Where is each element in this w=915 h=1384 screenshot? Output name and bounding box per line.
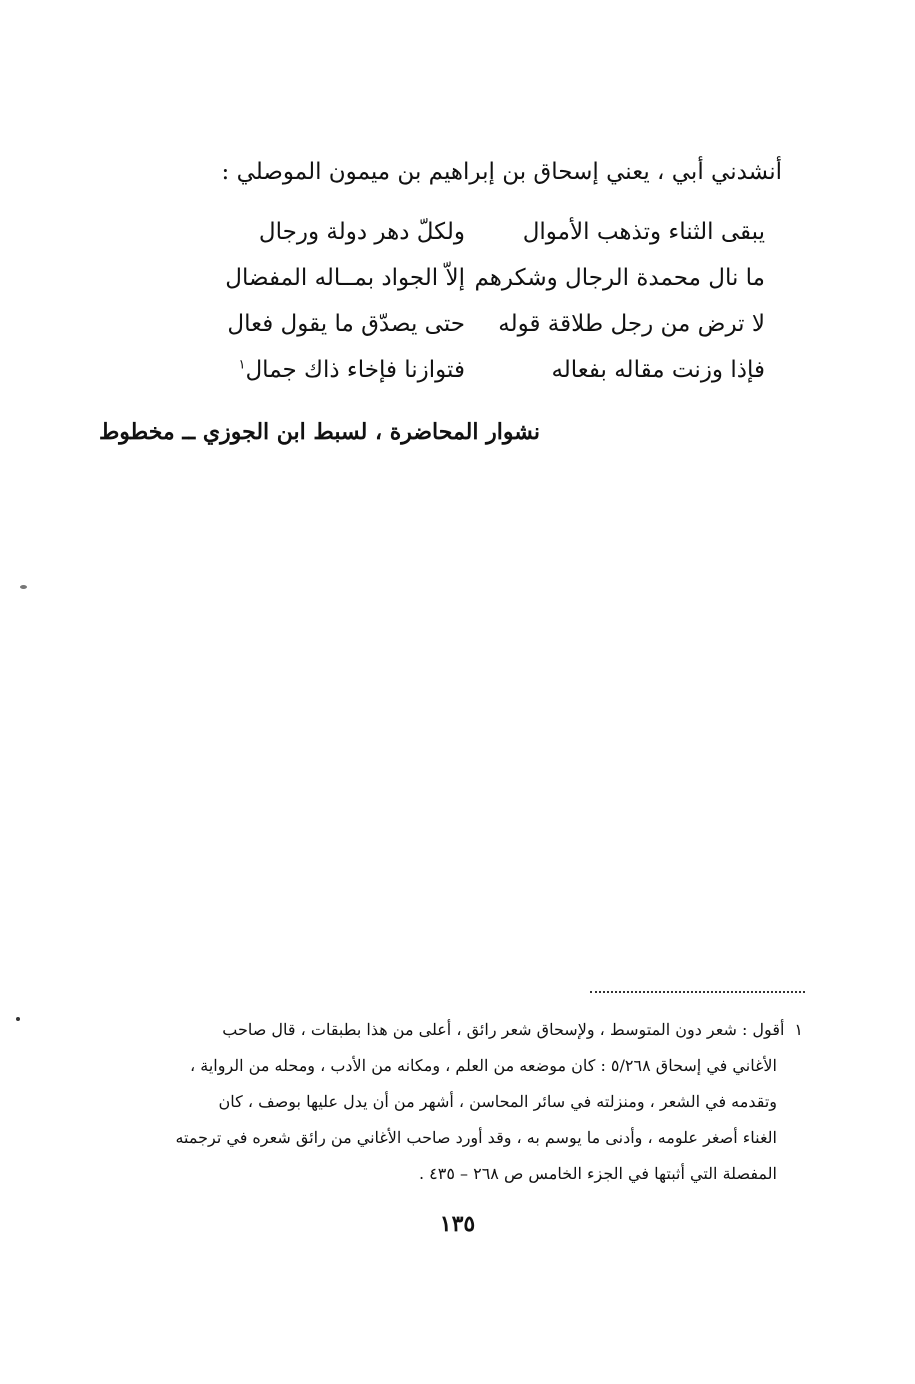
footnote-line-1 [133, 1012, 803, 1048]
footnote-line-3: وتقدمه في الشعر ، ومنزلته في سائر المحاسن ، أشهر من أن يدل عليها بوصف ، كان [218, 1092, 777, 1111]
footnote [133, 1012, 803, 1192]
verse-4-second-hemistich [238, 350, 465, 390]
footnote-line-4: الغناء أصغر علومه ، وأدنى ما يوسم به ، وقد أورد صاحب الأغاني من رائق شعره في ترجمته [175, 1128, 777, 1147]
verse-1 [185, 212, 765, 258]
footnote-number: ١ [794, 1020, 803, 1039]
scan-speck [20, 585, 27, 589]
page-number: ١٣٥ [439, 1211, 476, 1237]
poem [185, 212, 765, 396]
footnote-marker: ١ [238, 357, 246, 373]
footnote-separator [590, 991, 805, 993]
verse-2 [185, 258, 765, 304]
verse-3-second-hemistich: حتى يصدّق ما يقول فعال [227, 311, 465, 337]
verse-2-second-hemistich: إلاّ الجواد بمــاله المفضال [225, 265, 465, 291]
source-citation: نشوار المحاضرة ، لسبط ابن الجوزي ــ مخطوط [98, 419, 540, 445]
footnote-line-1-text: أقول : شعر دون المتوسط ، ولإسحاق شعر رائق ، أعلى من هذا بطبقات ، قال صاحب [222, 1020, 785, 1039]
verse-3 [185, 304, 765, 350]
verse-1-first-hemistich: يبقى الثناء وتذهب الأموال [522, 219, 765, 245]
intro-line: أنشدني أبي ، يعني إسحاق بن إبراهيم بن ميمون الموصلي : [221, 159, 782, 185]
footnote-line-5: المفصلة التي أثبتها في الجزء الخامس ص ٢٦٨ – ٤٣٥ . [418, 1164, 777, 1183]
scan-speck [16, 1017, 20, 1021]
footnote-line-2: الأغاني في إسحاق ٥/٢٦٨ : كان موضعه من العلم ، ومكانه من الأدب ، ومحله من الرواية ، [189, 1056, 777, 1075]
verse-4-first-hemistich: فإذا وزنت مقاله بفعاله [551, 357, 765, 383]
verse-2-first-hemistich: ما نال محمدة الرجال وشكرهم [474, 265, 765, 291]
verse-1-second-hemistich: ولكلّ دهر دولة ورجال [258, 219, 465, 245]
verse-4 [185, 350, 765, 396]
verse-3-first-hemistich: لا ترض من رجل طلاقة قوله [498, 311, 765, 337]
verse-4-second-hemistich-text: فتوازنا فإخاء ذاك جمال [245, 357, 465, 383]
